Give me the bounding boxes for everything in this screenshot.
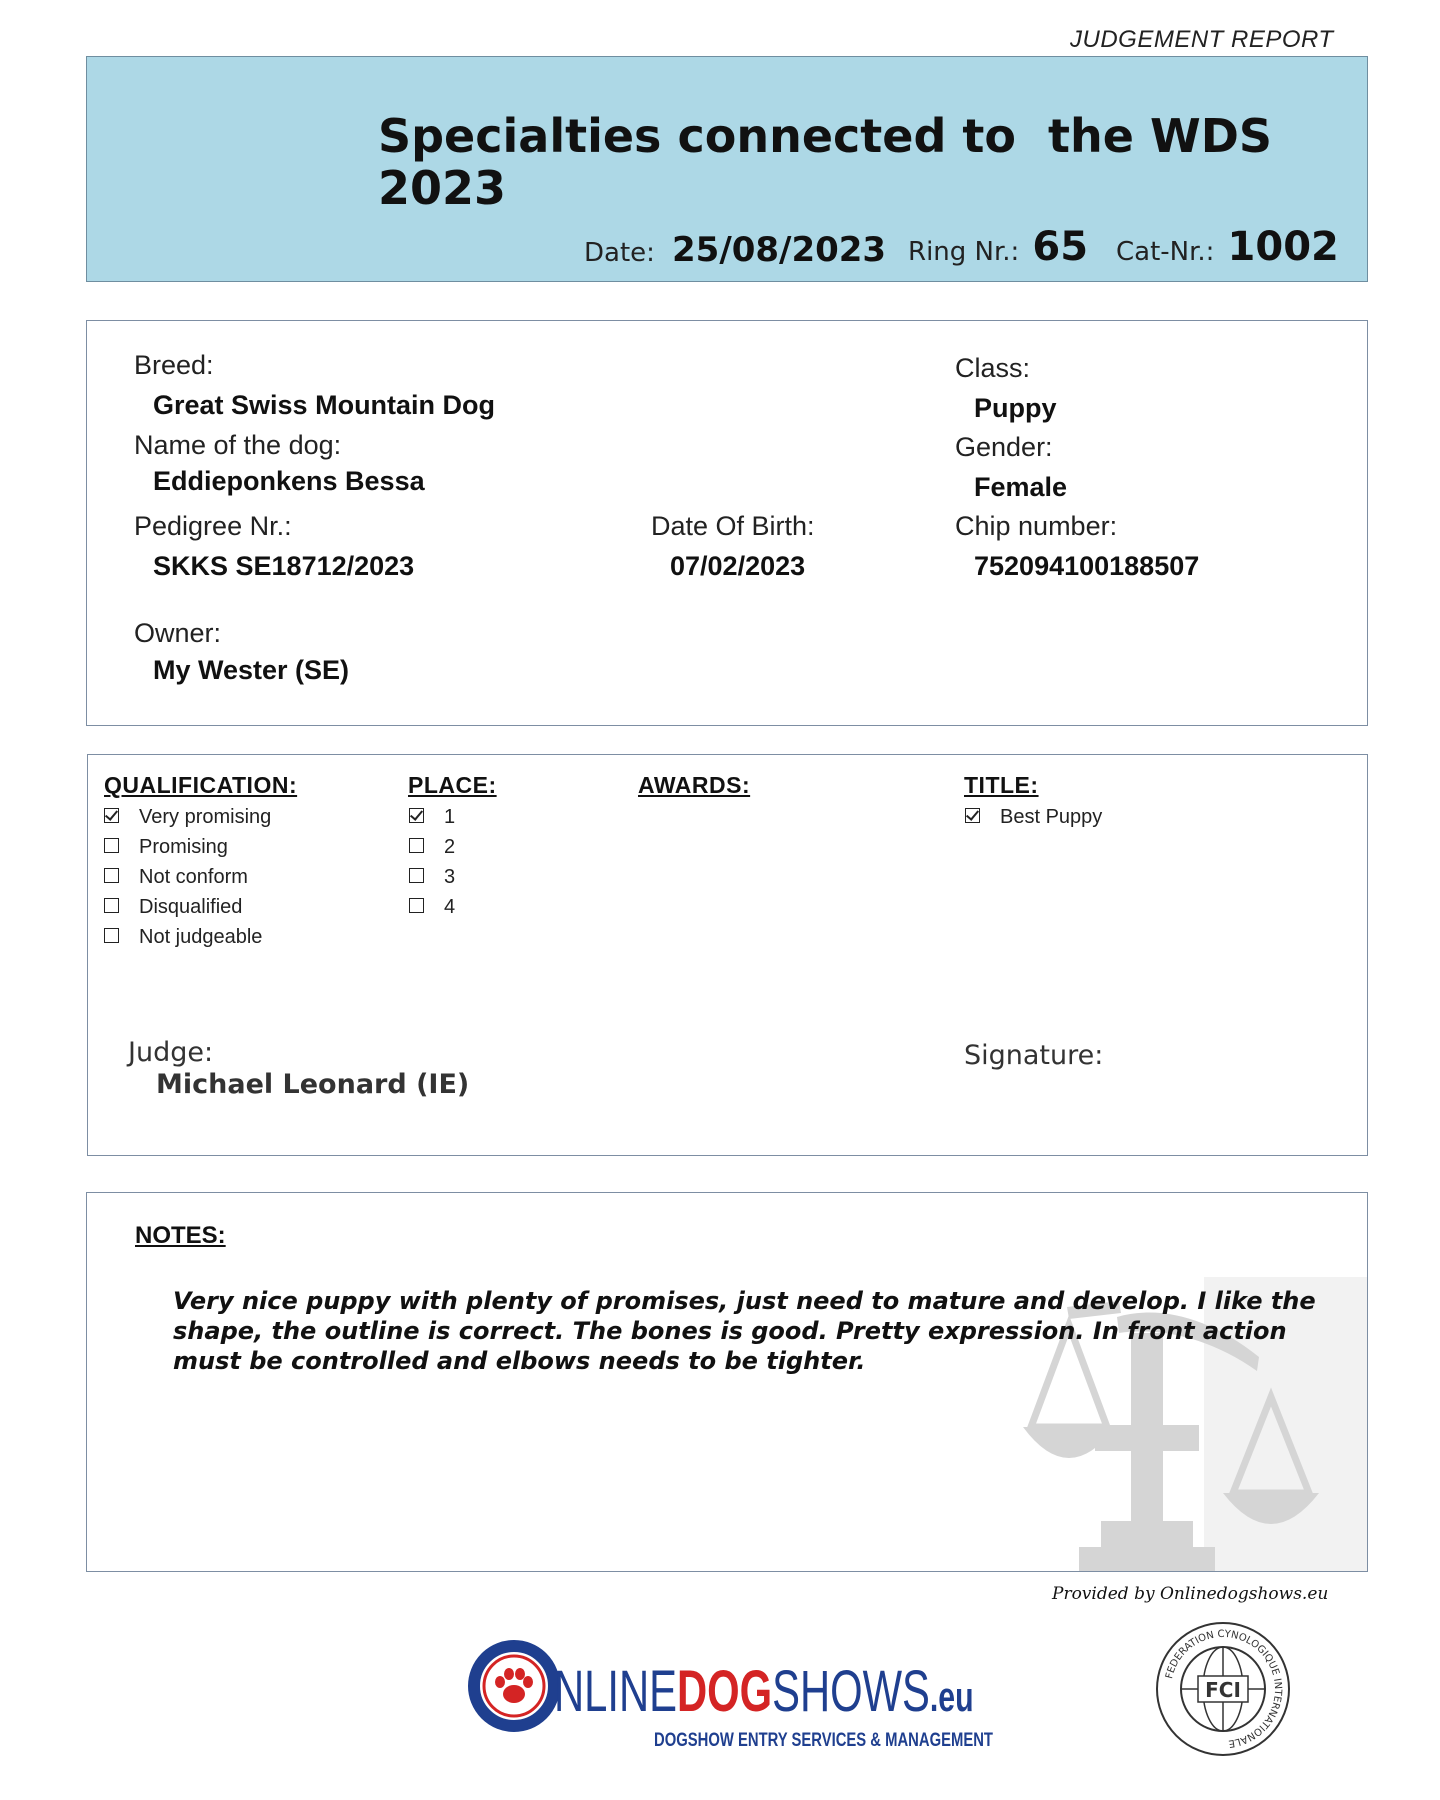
class-label: Class: (955, 353, 1031, 383)
place-option-label: 4 (444, 896, 456, 918)
checkbox-icon[interactable] (409, 838, 424, 853)
date-field (584, 230, 886, 270)
fci-seal-icon (1154, 1620, 1292, 1758)
place-option-label: 1 (444, 806, 456, 828)
awards-heading: AWARDS: (638, 772, 751, 798)
qualification-option[interactable] (104, 806, 271, 836)
report-type-label: JUDGEMENT REPORT (1070, 26, 1334, 53)
logo-wordmark (554, 1658, 974, 1725)
notes-heading: NOTES: (135, 1222, 226, 1249)
logo-tagline: DOGSHOW ENTRY SERVICES & MANAGEMENT (654, 1730, 993, 1751)
qualification-option-label: Promising (139, 836, 228, 858)
ring-field (908, 224, 1088, 270)
checkbox-icon[interactable] (104, 898, 119, 913)
gender-label: Gender: (955, 432, 1053, 462)
checkbox-checked-icon[interactable] (409, 808, 424, 823)
dog-name-value: Eddieponkens Bessa (153, 466, 425, 496)
checkbox-icon[interactable] (104, 838, 119, 853)
qualification-option-label: Not judgeable (139, 926, 263, 948)
qualification-option[interactable] (104, 896, 271, 926)
owner-value: My Wester (SE) (153, 655, 350, 685)
place-option[interactable] (409, 866, 455, 896)
qualification-option-label: Very promising (139, 806, 272, 828)
event-title (378, 110, 1272, 214)
fci-center-text: FCI (1205, 1678, 1241, 1702)
chip-label: Chip number: (955, 511, 1118, 541)
logo-word-dog: DOG (676, 1659, 773, 1724)
date-value: 25/08/2023 (672, 230, 887, 270)
checkbox-icon[interactable] (104, 928, 119, 943)
ring-label: Ring Nr.: (908, 237, 1020, 267)
place-list (409, 806, 455, 926)
date-label: Date: (584, 238, 655, 268)
breed-value: Great Swiss Mountain Dog (153, 390, 496, 420)
pedigree-value: SKKS SE18712/2023 (153, 551, 415, 581)
notes-box (86, 1192, 1368, 1572)
event-title-line2: 2023 (378, 161, 507, 215)
owner-label: Owner: (134, 618, 222, 648)
fci-seal (1154, 1620, 1292, 1758)
title-option[interactable] (965, 806, 1102, 836)
cat-label: Cat-Nr.: (1116, 237, 1215, 267)
fci-ring-textpath: FEDERATION CYNOLOGIQUE INTERNATIONALE (1164, 1628, 1284, 1749)
notes-text: Very nice puppy with plenty of promises, just need to mature and develop. I like the shape, the outline is correct. The bones is good. Pretty expression. In front action must be controlled and elbows needs to be tighter. (173, 1287, 1316, 1375)
title-heading: TITLE: (964, 772, 1039, 798)
place-option[interactable] (409, 806, 455, 836)
checkbox-icon[interactable] (409, 898, 424, 913)
dob-label: Date Of Birth: (651, 511, 815, 541)
qualification-list (104, 806, 271, 956)
gender-value: Female (974, 472, 1068, 502)
chip-value: 752094100188507 (974, 551, 1200, 581)
judge-label: Judge: (128, 1037, 214, 1068)
checkbox-icon[interactable] (104, 868, 119, 883)
place-option-label: 2 (444, 836, 456, 858)
signature-label: Signature: (964, 1040, 1104, 1071)
checkbox-icon[interactable] (409, 868, 424, 883)
place-option[interactable] (409, 836, 455, 866)
title-list (965, 806, 1102, 836)
place-option-label: 3 (444, 866, 456, 888)
cat-field (1116, 224, 1339, 270)
title-option-label: Best Puppy (1000, 806, 1103, 828)
dob-value: 07/02/2023 (670, 551, 806, 581)
qualification-heading: QUALIFICATION: (104, 772, 298, 798)
ring-value: 65 (1032, 224, 1089, 270)
pedigree-label: Pedigree Nr.: (134, 511, 292, 541)
logo-first-letter (482, 1636, 532, 1710)
logo-word-nline: NLINE (554, 1659, 677, 1724)
place-option[interactable] (409, 896, 455, 926)
provided-by-text: Provided by Onlinedogshows.eu (1052, 1584, 1329, 1604)
cat-value: 1002 (1227, 224, 1339, 270)
onlinedogshows-logo (466, 1634, 993, 1752)
checkbox-checked-icon[interactable] (965, 808, 980, 823)
event-title-line1: Specialties connected to the WDS (378, 109, 1273, 163)
qualification-option-label: Not conform (139, 866, 248, 888)
class-value: Puppy (974, 393, 1057, 423)
place-heading: PLACE: (408, 772, 497, 798)
breed-label: Breed: (134, 350, 214, 380)
logo-word-eu: .eu (929, 1673, 974, 1720)
logo-word-shows: SHOWS (772, 1659, 930, 1724)
qualification-option[interactable] (104, 866, 271, 896)
checkbox-checked-icon[interactable] (104, 808, 119, 823)
qualification-option[interactable] (104, 926, 271, 956)
qualification-option-label: Disqualified (139, 896, 243, 918)
judge-value: Michael Leonard (IE) (156, 1069, 470, 1100)
qualification-option[interactable] (104, 836, 271, 866)
dog-name-label: Name of the dog: (134, 430, 342, 460)
